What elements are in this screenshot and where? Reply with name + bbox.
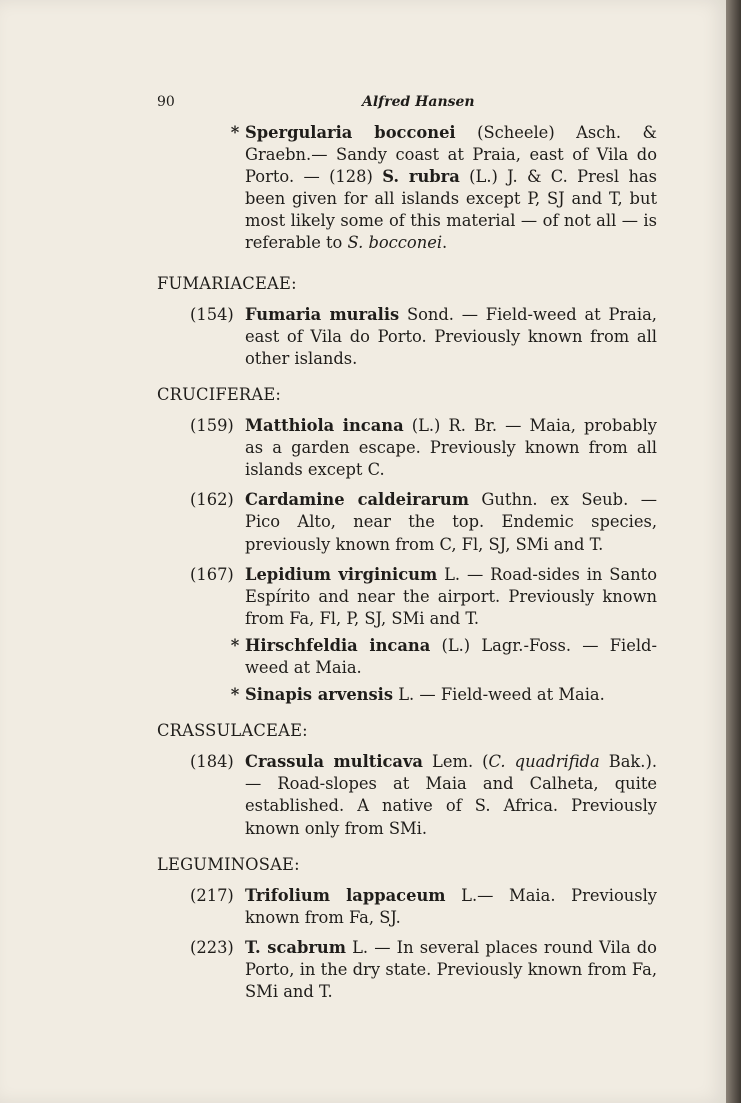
italic-species-name: S. bocconei bbox=[347, 233, 443, 253]
introduced-star: * bbox=[230, 123, 240, 142]
species-name: S. rubra bbox=[382, 167, 460, 187]
page-header bbox=[157, 94, 657, 114]
species-text: Guthn. ex Seub. — Pico Alto, near the top. Endemic species, previously known from C, Fl, SJ, SMi and T. bbox=[245, 490, 657, 554]
species-text: L. — Road-sides in Santo Espírito and near the airport. Previously known from Fa, Fl, P, SJ, SMi and T. bbox=[245, 564, 657, 628]
species-text: (L.) R. Br. — Maia, probably as a garden escape. Previously known from all islands except C. bbox=[245, 416, 657, 480]
species-entry-scabrum bbox=[157, 937, 657, 1003]
species-text: Sond. — Field-weed at Praia, east of Vila do Porto. Previously known from all other islands. bbox=[245, 304, 657, 368]
italic-synonym: C. quadrifida bbox=[488, 752, 600, 772]
species-entry-spergularia bbox=[157, 122, 657, 255]
species-entry-fumaria bbox=[157, 304, 657, 370]
species-name: Matthiola incana bbox=[245, 416, 404, 436]
species-name: Fumaria muralis bbox=[245, 304, 400, 324]
species-number: (184) bbox=[190, 752, 234, 772]
species-name: Cardamine caldeirarum bbox=[245, 490, 469, 510]
species-entry-sinapis bbox=[157, 684, 657, 706]
species-text: Lem. ( bbox=[422, 752, 489, 772]
species-text: L. — In several places round Vila do Porto, in the dry state. Previously known from Fa, SMi and T. bbox=[245, 937, 657, 1002]
species-entry-matthiola bbox=[157, 415, 657, 481]
species-text: (Scheele) Asch. & Graebn.— Sandy coast at Praia, east of Vila do Porto. — (128) bbox=[245, 123, 657, 187]
species-entry-hirschfeldia bbox=[157, 635, 657, 679]
species-text: (L.) Lagr.-Foss. — Field-weed at Maia. bbox=[245, 635, 657, 677]
running-head: Alfred Hansen bbox=[362, 94, 475, 110]
family-heading-leguminosae: LEGUMINOSAE: bbox=[157, 854, 300, 874]
species-text: L. — Field-weed at Maia. bbox=[393, 685, 605, 705]
family-heading-fumariaceae: FUMARIACEAE: bbox=[157, 273, 297, 293]
species-name: Crassula multicava bbox=[245, 752, 423, 772]
species-name: Lepidium virginicum bbox=[245, 564, 438, 584]
species-number: (223) bbox=[190, 937, 234, 957]
species-entry-cardamine bbox=[157, 489, 657, 555]
species-entry-lepidium bbox=[157, 564, 657, 630]
species-text: (L.) J. & C. Presl has been given for all islands except P, SJ and T, but most likely some of this material — of not all — is referable to bbox=[245, 167, 657, 253]
family-heading-cruciferae: CRUCIFERAE: bbox=[157, 384, 282, 404]
species-entry-trifolium bbox=[157, 885, 657, 929]
species-text: L.— Maia. Previously known from Fa, SJ. bbox=[245, 885, 657, 927]
species-text: Bak.). — Road-slopes at Maia and Calheta, quite established. A native of S. Africa. Previously known only from SMi. bbox=[245, 752, 657, 838]
species-number: (167) bbox=[190, 564, 234, 584]
species-name: Hirschfeldia incana bbox=[245, 635, 431, 655]
species-number: (159) bbox=[190, 416, 234, 436]
species-name: Sinapis arvensis bbox=[245, 685, 394, 705]
species-number: (217) bbox=[190, 885, 234, 905]
species-number: (154) bbox=[190, 304, 234, 324]
species-entry-crassula bbox=[157, 751, 657, 839]
introduced-star: * bbox=[230, 635, 240, 655]
book-page-edge bbox=[726, 0, 741, 1103]
species-name: Trifolium lappaceum bbox=[245, 885, 446, 905]
species-name: Spergularia bocconei bbox=[245, 123, 456, 142]
sentence-end: . bbox=[442, 233, 448, 253]
species-name: T. scabrum bbox=[245, 937, 346, 957]
species-number: (162) bbox=[190, 490, 234, 510]
main-text bbox=[157, 122, 657, 1003]
introduced-star: * bbox=[230, 685, 240, 705]
family-heading-crassulaceae: CRASSULACEAE: bbox=[157, 721, 308, 741]
page-number: 90 bbox=[157, 94, 175, 110]
